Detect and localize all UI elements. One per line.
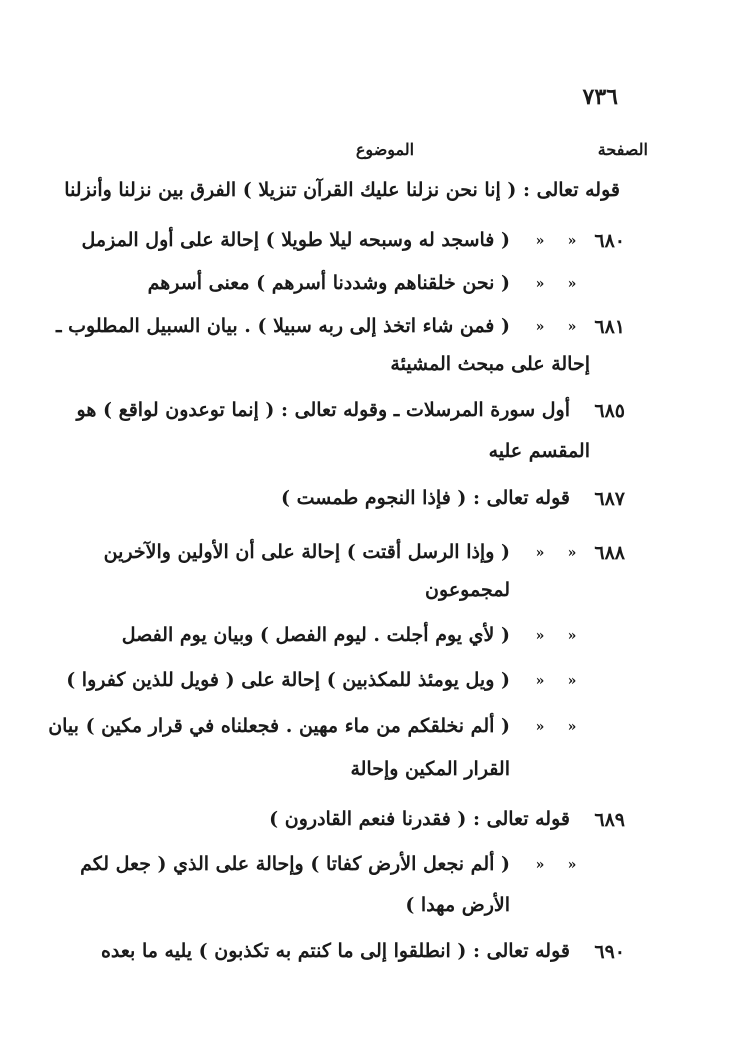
index-entry: ( ويل يومئذ للمكذبين ) إحالة على ( فويل للذين كفروا ): [66, 669, 510, 691]
ditto-mark: »: [567, 233, 577, 249]
index-entry: لمجموعون: [425, 579, 510, 601]
index-entry: الأرض مهدا ): [405, 894, 510, 916]
index-entry: ( فاسجد له وسبحه ليلا طويلا ) إحالة على أول المزمل: [81, 229, 510, 251]
entry-page-number: ٦٨٨: [594, 542, 625, 564]
index-entry: قوله تعالى : ( فإذا النجوم طمست ): [280, 487, 570, 509]
entry-page-number: ٦٨٥: [594, 400, 625, 422]
index-entry: إحالة على مبحث المشيئة: [390, 353, 590, 375]
entry-page-number: ٦٨٠: [594, 230, 625, 252]
entry-page-number: ٦٨٧: [594, 488, 625, 510]
ditto-mark: »: [535, 233, 545, 249]
index-entry: قوله تعالى : ( إنا نحن نزلنا عليك القرآن تنزيلا ) الفرق بين نزلنا وأنزلنا: [64, 179, 620, 201]
ditto-mark: »: [567, 673, 577, 689]
ditto-mark: »: [567, 319, 577, 335]
ditto-mark: »: [567, 628, 577, 644]
ditto-mark: »: [535, 673, 545, 689]
page-number: ٧٣٦: [582, 84, 618, 110]
index-entry: المقسم عليه: [488, 440, 590, 462]
ditto-mark: »: [535, 545, 545, 561]
page-column-header: الصفحة: [597, 140, 648, 159]
index-entry: أول سورة المرسلات ـ وقوله تعالى : ( إنما توعدون لواقع ) هو: [76, 399, 570, 421]
topic-column-header: الموضوع: [355, 140, 415, 159]
index-entry: القرار المكين وإحالة: [350, 758, 510, 780]
entry-page-number: ٦٨٩: [594, 809, 625, 831]
index-entry: ( فمن شاء اتخذ إلى ربه سبيلا ) . بيان السبيل المطلوب ـ: [55, 315, 510, 337]
ditto-mark: »: [567, 857, 577, 873]
ditto-mark: »: [567, 276, 577, 292]
ditto-mark: »: [567, 719, 577, 735]
entry-page-number: ٦٨١: [594, 316, 625, 338]
ditto-mark: »: [535, 857, 545, 873]
ditto-mark: »: [535, 628, 545, 644]
index-entry: ( نحن خلقناهم وشددنا أسرهم ) معنى أسرهم: [147, 272, 510, 294]
ditto-mark: »: [535, 719, 545, 735]
index-entry: ( وإذا الرسل أقتت ) إحالة على أن الأولين والآخرين: [103, 541, 510, 563]
entry-page-number: ٦٩٠: [594, 941, 625, 963]
index-entry: قوله تعالى : ( انطلقوا إلى ما كنتم به تكذبون ) يليه ما بعده: [100, 940, 570, 962]
ditto-mark: »: [567, 545, 577, 561]
index-entry: ( ألم نجعل الأرض كفاتا ) وإحالة على الذي ( جعل لكم: [80, 853, 510, 875]
ditto-mark: »: [535, 319, 545, 335]
index-entry: ( ألم نخلقكم من ماء مهين . فجعلناه في قرار مكين ) بيان: [48, 715, 510, 737]
index-entry: قوله تعالى : ( فقدرنا فنعم القادرون ): [269, 808, 570, 830]
ditto-mark: »: [535, 276, 545, 292]
index-entry: ( لأي يوم أجلت . ليوم الفصل ) وبيان يوم الفصل: [121, 624, 510, 646]
